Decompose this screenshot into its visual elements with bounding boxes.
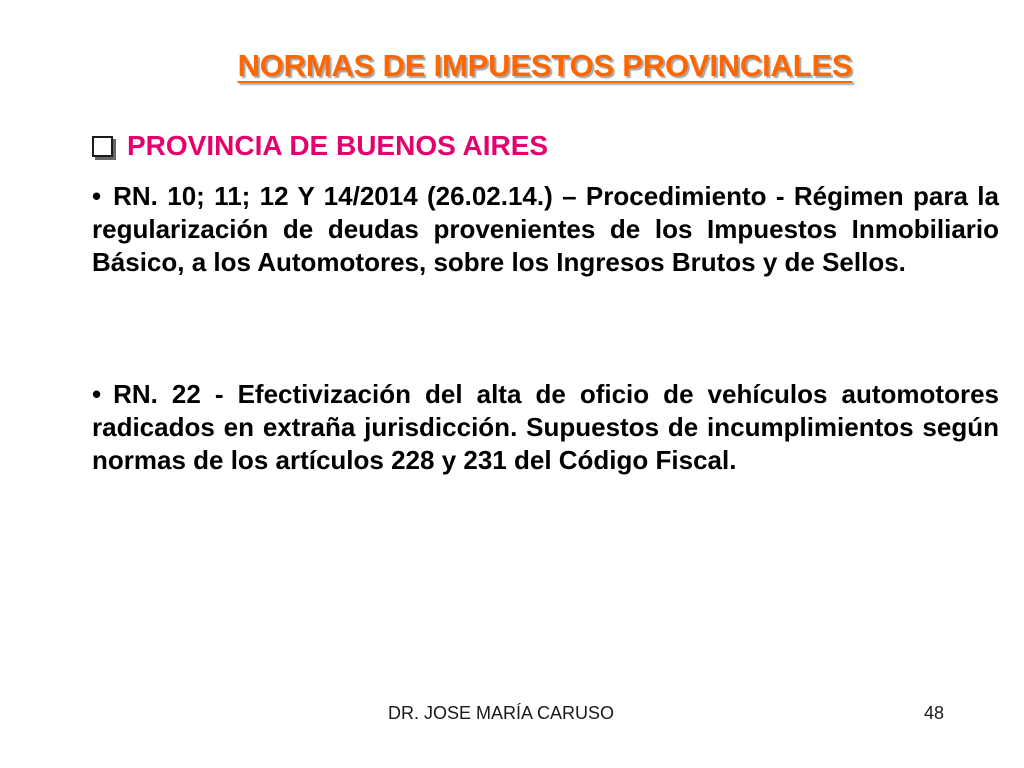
- bullet-paragraph: [92, 180, 999, 279]
- page-number: 48: [924, 703, 945, 723]
- section-heading-text: PROVINCIA DE BUENOS AIRES: [127, 130, 549, 161]
- bullet-paragraph-text: RN. 10; 11; 12 Y 14/2014 (26.02.14.) – Procedimiento - Régimen para la regularización de deudas provenientes de los Impuestos Inmobiliario Básico, a los Automotores, sobre los Ingresos Brutos y de Sellos.: [92, 181, 999, 277]
- bullet-icon: •: [92, 379, 102, 409]
- footer-author: DR. JOSE MARÍA CARUSO: [388, 703, 615, 723]
- slide-title: NORMAS DE IMPUESTOS PROVINCIALES: [237, 48, 853, 83]
- section-heading: [92, 130, 548, 162]
- bullet-paragraph-text: RN. 22 - Efectivización del alta de oficio de vehículos automotores radicados en extraña jurisdicción. Supuestos de incumplimientos según normas de los artículos 228 y 231 del Código Fiscal.: [92, 379, 999, 475]
- checkbox-bullet-icon: [92, 136, 113, 157]
- bullet-paragraph: [92, 378, 999, 477]
- bullet-icon: •: [92, 181, 102, 211]
